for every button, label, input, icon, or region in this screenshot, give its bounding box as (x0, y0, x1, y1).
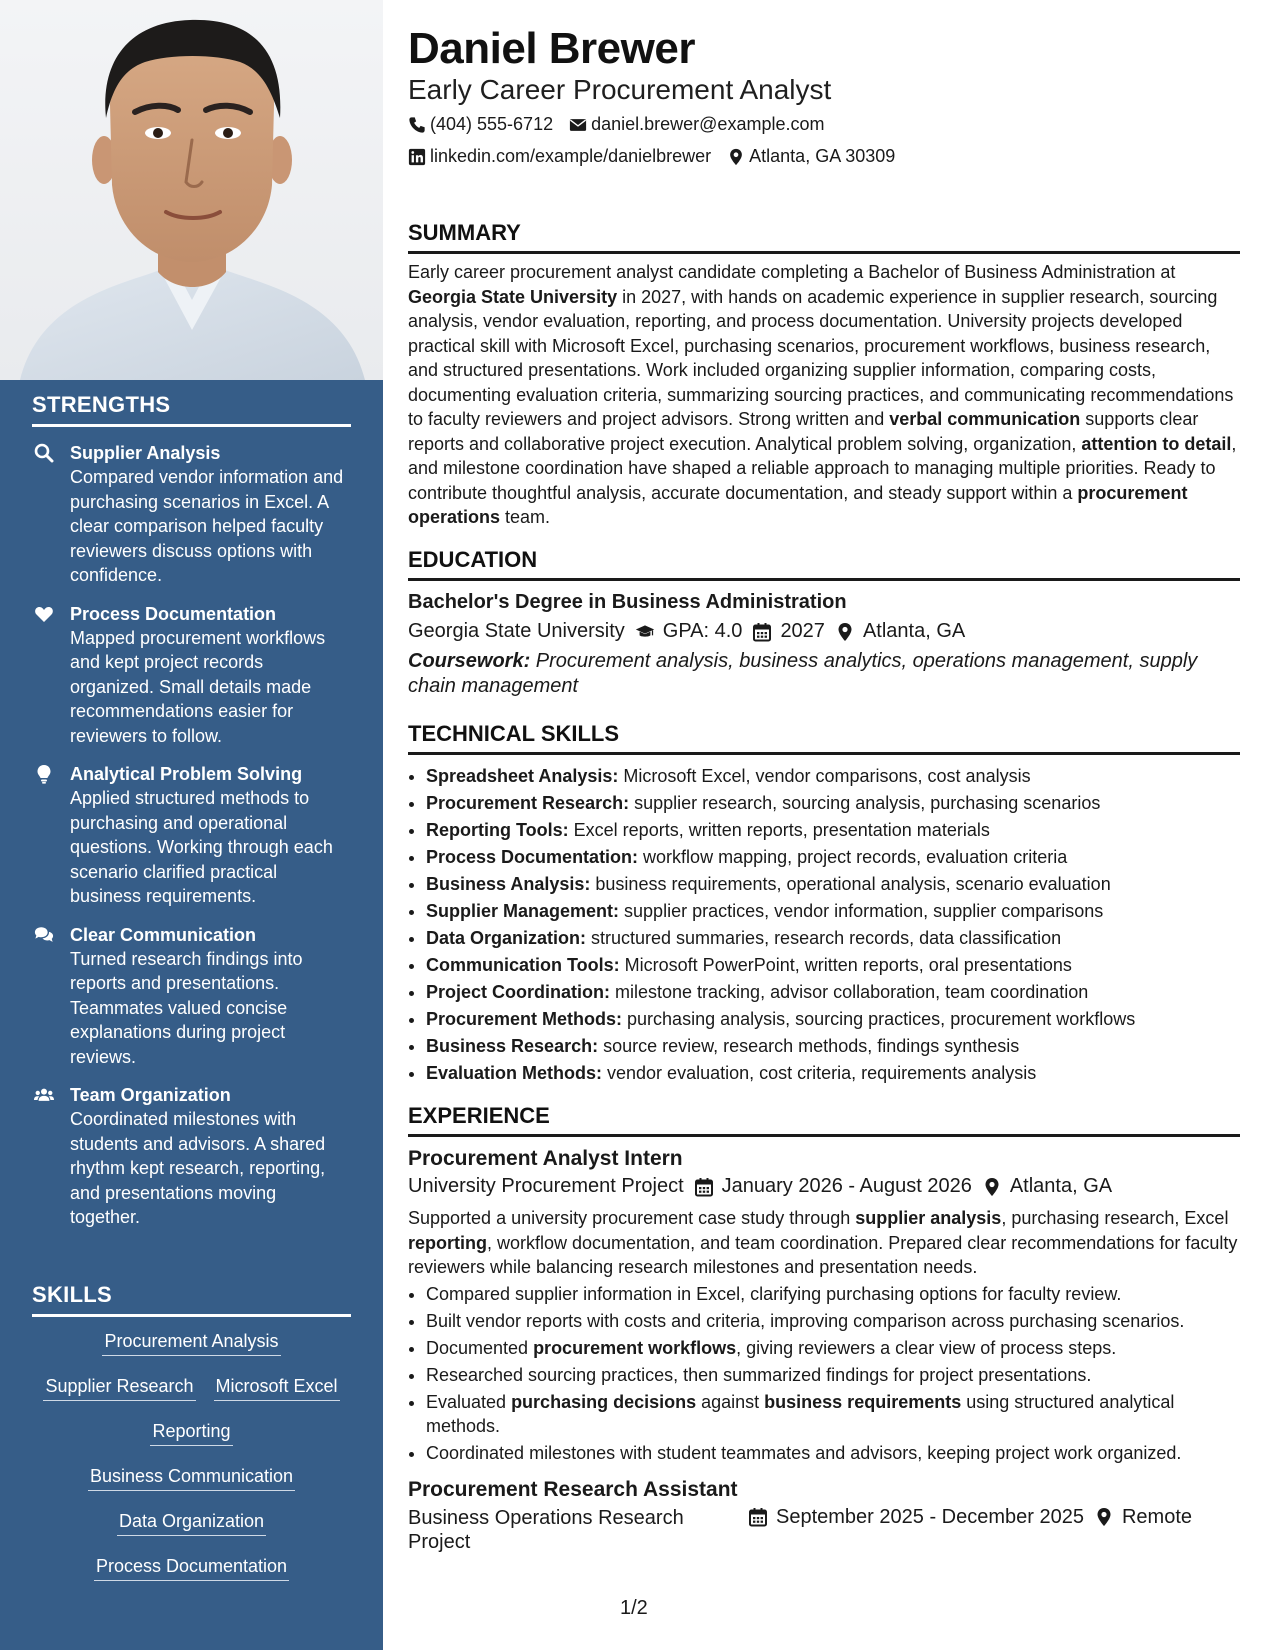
text-run: Documented (426, 1337, 534, 1358)
email-text[interactable]: daniel.brewer@example.com (591, 114, 825, 134)
technical-skills-heading: TECHNICAL SKILLS (408, 721, 1240, 755)
skill-tag: Procurement Analysis (102, 1329, 280, 1356)
job-bullet (426, 1336, 1240, 1361)
text-run: Supported a university procurement case study through (408, 1208, 856, 1228)
degree-title: Bachelor's Degree in Business Administration (408, 591, 847, 613)
job-meta (408, 1175, 1240, 1198)
skills-heading: SKILLS (32, 1282, 351, 1317)
skill-label: Reporting Tools: (426, 820, 569, 840)
strength-item (32, 1083, 351, 1230)
summary-text (408, 260, 1240, 530)
skill-detail: Excel reports, written reports, presentation materials (568, 820, 990, 840)
job-org: Business Operations Research Project (408, 1506, 684, 1553)
text-run: , and milestone coordination have shaped a reliable approach to managing multiple priorities. Ready to contribute thoughtful analysis, accurate documentation, and steady support within a (408, 433, 1237, 503)
strengths-section (32, 392, 351, 1230)
skill-detail: milestone tracking, advisor collaboration, team coordination (610, 982, 1089, 1002)
linkedin-icon (408, 148, 426, 166)
job-location-text: Atlanta, GA (1009, 1175, 1113, 1197)
strength-text: Applied structured methods to purchasing and operational questions. Working through each scenario clarified practical business requirements. (70, 788, 333, 906)
contact-phone (408, 114, 553, 135)
text-run: Researched sourcing practices, then summarized findings for project presentations. (426, 1364, 1092, 1385)
emphasis-text: business requirements (764, 1391, 962, 1412)
experience-section (408, 1103, 1240, 1554)
gpa-text: GPA: 4.0 (662, 620, 743, 642)
skill-label: Business Analysis: (426, 874, 591, 894)
candidate-name: Daniel Brewer (408, 24, 695, 73)
education-heading: EDUCATION (408, 547, 1240, 581)
skill-label: Evaluation Methods: (426, 1063, 603, 1083)
text-run: against (696, 1391, 765, 1412)
job-meta (408, 1506, 1240, 1554)
job-title: Procurement Research Assistant (408, 1477, 738, 1501)
contact-line-1 (408, 114, 824, 135)
profile-portrait-image (0, 0, 383, 380)
job-description (408, 1206, 1240, 1280)
job-location-text: Remote (1121, 1505, 1192, 1528)
job-location (1094, 1506, 1192, 1529)
job-bullet (426, 1363, 1240, 1388)
graduation-year (752, 620, 825, 643)
school-name: Georgia State University (408, 620, 625, 642)
text-run: using structured analytical methods. (426, 1391, 1175, 1436)
education-meta (408, 620, 1240, 643)
skill-detail: Microsoft Excel, vendor comparisons, cost analysis (618, 766, 1031, 786)
text-run: supports clear reports and collaborative project execution. Analytical problem solving, organization, (408, 409, 1199, 454)
coursework (408, 649, 1240, 699)
technical-skill-item (426, 1006, 1240, 1033)
strength-text: Mapped procurement workflows and kept project records organized. Small details made recommendations easier for reviewers to follow. (70, 627, 326, 746)
strength-text: Coordinated milestones with students and advisors. A shared rhythm kept research, reporting, and presentations moving together. (70, 1109, 326, 1227)
strength-title: Clear Communication (70, 924, 257, 945)
summary-heading: SUMMARY (408, 220, 1240, 254)
technical-skill-item (426, 925, 1240, 952)
emphasis-text: reporting (408, 1232, 487, 1253)
technical-skill-item (426, 898, 1240, 925)
emphasis-text: procurement workflows (533, 1337, 737, 1358)
technical-skill-item (426, 1033, 1240, 1060)
candidate-title: Early Career Procurement Analyst (408, 74, 832, 105)
coursework-label: Coursework: (408, 650, 531, 672)
emphasis-text: Georgia State University (408, 286, 618, 307)
emphasis-text: procurement operations (408, 482, 1188, 527)
job-title: Procurement Analyst Intern (408, 1147, 683, 1170)
skill-tag: Reporting (150, 1419, 232, 1446)
skill-detail: business requirements, operational analysis, scenario evaluation (590, 874, 1111, 894)
technical-skill-item (426, 979, 1240, 1006)
envelope-icon (569, 116, 587, 134)
technical-skill-item (426, 763, 1240, 790)
strength-title: Process Documentation (70, 603, 277, 624)
heart-icon (34, 604, 54, 624)
calendar-icon (694, 1177, 714, 1197)
text-run: in 2027, with hands on academic experience in supplier research, sourcing analysis, vendor evaluation, reporting, and process documentation. University projects developed practical skill with Microsoft Excel, purchasing scenarios, procurement workflows, business research, and structured presentations. Work included organizing supplier information, comparing costs, documenting evaluation criteria, summarizing sourcing practices, and communicating recommendations to faculty reviewers and project advisors. Strong written and (408, 286, 1234, 429)
text-run: Evaluated (426, 1391, 512, 1412)
job-bullet (426, 1309, 1240, 1334)
contact-location (727, 146, 895, 167)
skill-detail: supplier practices, vendor information, supplier comparisons (619, 901, 1104, 921)
skill-detail: workflow mapping, project records, evaluation criteria (638, 847, 1068, 867)
job-bullet (426, 1390, 1240, 1439)
contact-email[interactable] (569, 114, 824, 135)
technical-skill-item (426, 790, 1240, 817)
contact-linkedin[interactable] (408, 146, 711, 167)
education-location (835, 620, 965, 643)
job-dates (694, 1175, 972, 1198)
map-marker-icon (727, 148, 745, 166)
education-location-text: Atlanta, GA (862, 620, 966, 642)
text-run: , purchasing research, Excel (1001, 1208, 1229, 1228)
technical-skill-item (426, 1060, 1240, 1087)
coursework-text: Procurement analysis, business analytics, operations management, supply chain management (408, 650, 1198, 697)
technical-skills-section (408, 721, 1240, 1087)
skill-tag: Microsoft Excel (214, 1374, 340, 1401)
skill-detail: purchasing analysis, sourcing practices, procurement workflows (622, 1009, 1136, 1029)
skill-label: Data Organization: (426, 928, 587, 948)
skills-section (32, 1282, 351, 1599)
page-number: 1/2 (620, 1597, 648, 1619)
skill-label: Spreadsheet Analysis: (426, 766, 619, 786)
emphasis-text: purchasing decisions (511, 1391, 697, 1412)
job-org: University Procurement Project (408, 1175, 684, 1197)
skill-label: Project Coordination: (426, 982, 610, 1002)
text-run: , workflow documentation, and team coordination. Prepared clear recommendations for faculty reviewers while balancing research milestones and presentation needs. (408, 1232, 1238, 1277)
comments-icon (34, 925, 54, 945)
text-run: Compared supplier information in Excel, clarifying purchasing options for faculty review. (426, 1283, 1122, 1304)
skill-detail: source review, research methods, findings synthesis (598, 1036, 1020, 1056)
skill-tag: Process Documentation (94, 1554, 289, 1581)
strengths-heading: STRENGTHS (32, 392, 351, 427)
technical-skill-item (426, 871, 1240, 898)
skill-label: Supplier Management: (426, 901, 620, 921)
skill-tag: Data Organization (117, 1509, 266, 1536)
gpa (635, 620, 743, 643)
strength-item (32, 923, 351, 1070)
strength-item (32, 602, 351, 749)
technical-skill-item (426, 952, 1240, 979)
skill-tag: Supplier Research (43, 1374, 195, 1401)
phone-text: (404) 555-6712 (430, 114, 554, 134)
text-run: team. (500, 507, 551, 527)
graduation-cap-icon (635, 622, 655, 642)
education-section (408, 547, 1240, 699)
emphasis-text: attention to detail (1081, 433, 1232, 454)
job-bullet (426, 1441, 1240, 1466)
text-run: Coordinated milestones with student teammates and advisors, keeping project work organized. (426, 1443, 1182, 1463)
emphasis-text: supplier analysis (855, 1208, 1002, 1228)
emphasis-text: verbal communication (889, 409, 1081, 429)
job-dates-text: September 2025 - December 2025 (776, 1505, 1084, 1528)
skill-label: Communication Tools: (426, 955, 620, 975)
strength-item (32, 762, 351, 909)
location-text: Atlanta, GA 30309 (749, 146, 896, 166)
strength-title: Team Organization (70, 1085, 231, 1105)
text-run: Early career procurement analyst candidate completing a Bachelor of Business Administration at (408, 262, 1176, 282)
skill-tag: Business Communication (88, 1464, 295, 1491)
contact-line-2 (408, 146, 895, 167)
skill-label: Procurement Research: (426, 793, 630, 813)
text-run: Built vendor reports with costs and criteria, improving comparison across purchasing scenarios. (426, 1310, 1185, 1331)
strength-title: Analytical Problem Solving (70, 764, 303, 784)
skill-label: Business Research: (426, 1036, 599, 1056)
job-location (982, 1175, 1112, 1198)
skill-detail: supplier research, sourcing analysis, purchasing scenarios (629, 793, 1101, 813)
technical-skill-item (426, 817, 1240, 844)
map-marker-icon (835, 622, 855, 642)
strength-title: Supplier Analysis (70, 443, 221, 463)
skill-detail: vendor evaluation, cost criteria, requirements analysis (602, 1063, 1037, 1083)
sidebar (0, 0, 383, 1650)
map-marker-icon (1094, 1507, 1114, 1527)
text-run: , giving reviewers a clear view of process steps. (736, 1337, 1117, 1358)
skill-label: Process Documentation: (426, 847, 639, 867)
strength-text: Compared vendor information and purchasing scenarios in Excel. A clear comparison helped faculty reviewers discuss options with confidence. (70, 467, 344, 585)
linkedin-text[interactable]: linkedin.com/example/danielbrewer (430, 146, 712, 166)
summary-section (408, 220, 1240, 530)
job-dates-text: January 2026 - August 2026 (721, 1175, 972, 1197)
phone-icon (408, 116, 426, 134)
job-bullets (408, 1282, 1240, 1466)
job-bullet (426, 1282, 1240, 1307)
technical-skill-item (426, 844, 1240, 871)
year-text: 2027 (780, 620, 825, 642)
users-icon (34, 1085, 54, 1105)
skill-detail: structured summaries, research records, data classification (586, 928, 1062, 948)
technical-skills-list (408, 763, 1240, 1087)
map-marker-icon (982, 1177, 1002, 1197)
skills-list (32, 1329, 351, 1581)
strength-item (32, 441, 351, 588)
search-icon (34, 443, 54, 463)
job-dates (748, 1506, 1084, 1529)
calendar-icon (748, 1507, 768, 1527)
profile-photo (0, 0, 383, 380)
experience-heading: EXPERIENCE (408, 1103, 1240, 1137)
strength-text: Turned research findings into reports and presentations. Teammates valued concise explanations during project reviews. (70, 948, 303, 1067)
skill-detail: Microsoft PowerPoint, written reports, oral presentations (619, 955, 1072, 975)
skill-label: Procurement Methods: (426, 1009, 623, 1029)
lightbulb-icon (34, 764, 54, 784)
calendar-icon (752, 622, 772, 642)
